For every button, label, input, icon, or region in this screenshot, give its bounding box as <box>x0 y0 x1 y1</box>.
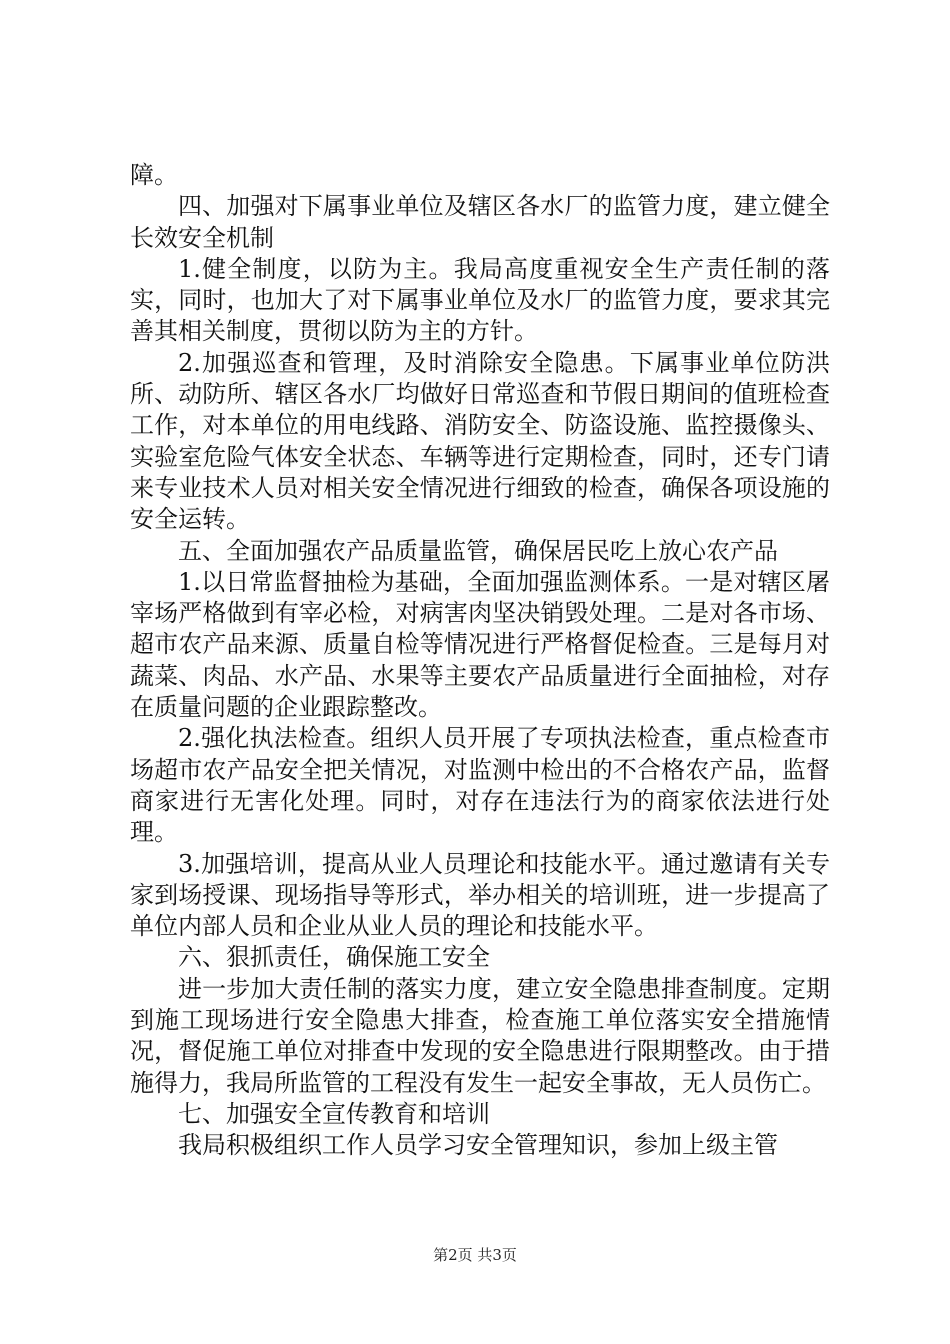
section-heading-4: 四、加强对下属事业单位及辖区各水厂的监管力度，建立健全长效安全机制 <box>130 192 830 252</box>
section-heading-7: 七、加强安全宣传教育和培训 <box>178 1099 490 1128</box>
document-body <box>130 160 830 1162</box>
paragraph: 2.强化执法检查。组织人员开展了专项执法检查，重点检查市场超市农产品安全把关情况，对监测中检出的不合格农产品，监督商家进行无害化处理。同时，对存在违法行为的商家依法进行处理。 <box>130 724 830 847</box>
paragraph: 进一步加大责任制的落实力度，建立安全隐患排查制度。定期到施工现场进行安全隐患大排查，检查施工单位落实安全措施情况，督促施工单位对排查中发现的安全隐患进行限期整改。由于措施得力，我局所监管的工程没有发生一起安全事故，无人员伤亡。 <box>130 974 830 1097</box>
paragraph: 1.以日常监督抽检为基础，全面加强监测体系。一是对辖区屠宰场严格做到有宰必检，对病害肉坚决销毁处理。二是对各市场、超市农产品来源、质量自检等情况进行严格督促检查。三是每月对蔬菜、肉品、水产品、水果等主要农产品质量进行全面抽检，对存在质量问题的企业跟踪整改。 <box>130 567 830 722</box>
paragraph: 障。 <box>130 161 178 189</box>
section-heading-6: 六、狠抓责任，确保施工安全 <box>178 943 490 972</box>
paragraph: 我局积极组织工作人员学习安全管理知识，参加上级主管 <box>178 1131 778 1160</box>
paragraph: 1.健全制度，以防为主。我局高度重视安全生产责任制的落实，同时，也加大了对下属事业单位及水厂的监管力度，要求其完善其相关制度，贯彻以防为主的方针。 <box>130 254 830 346</box>
section-heading-5: 五、全面加强农产品质量监管，确保居民吃上放心农产品 <box>178 536 778 565</box>
paragraph: 2.加强巡查和管理，及时消除安全隐患。下属事业单位防洪所、动防所、辖区各水厂均做好日常巡查和节假日期间的值班检查工作，对本单位的用电线路、消防安全、防盗设施、监控摄像头、实验室危险气体安全状态、车辆等进行定期检查，同时，还专门请来专业技术人员对相关安全情况进行细致的检查，确保各项设施的安全运转。 <box>130 348 830 534</box>
paragraph: 3.加强培训，提高从业人员理论和技能水平。通过邀请有关专家到场授课、现场指导等形式，举办相关的培训班，进一步提高了单位内部人员和企业从业人员的理论和技能水平。 <box>130 849 830 941</box>
page-footer: 第2页 共3页 <box>433 1246 517 1264</box>
